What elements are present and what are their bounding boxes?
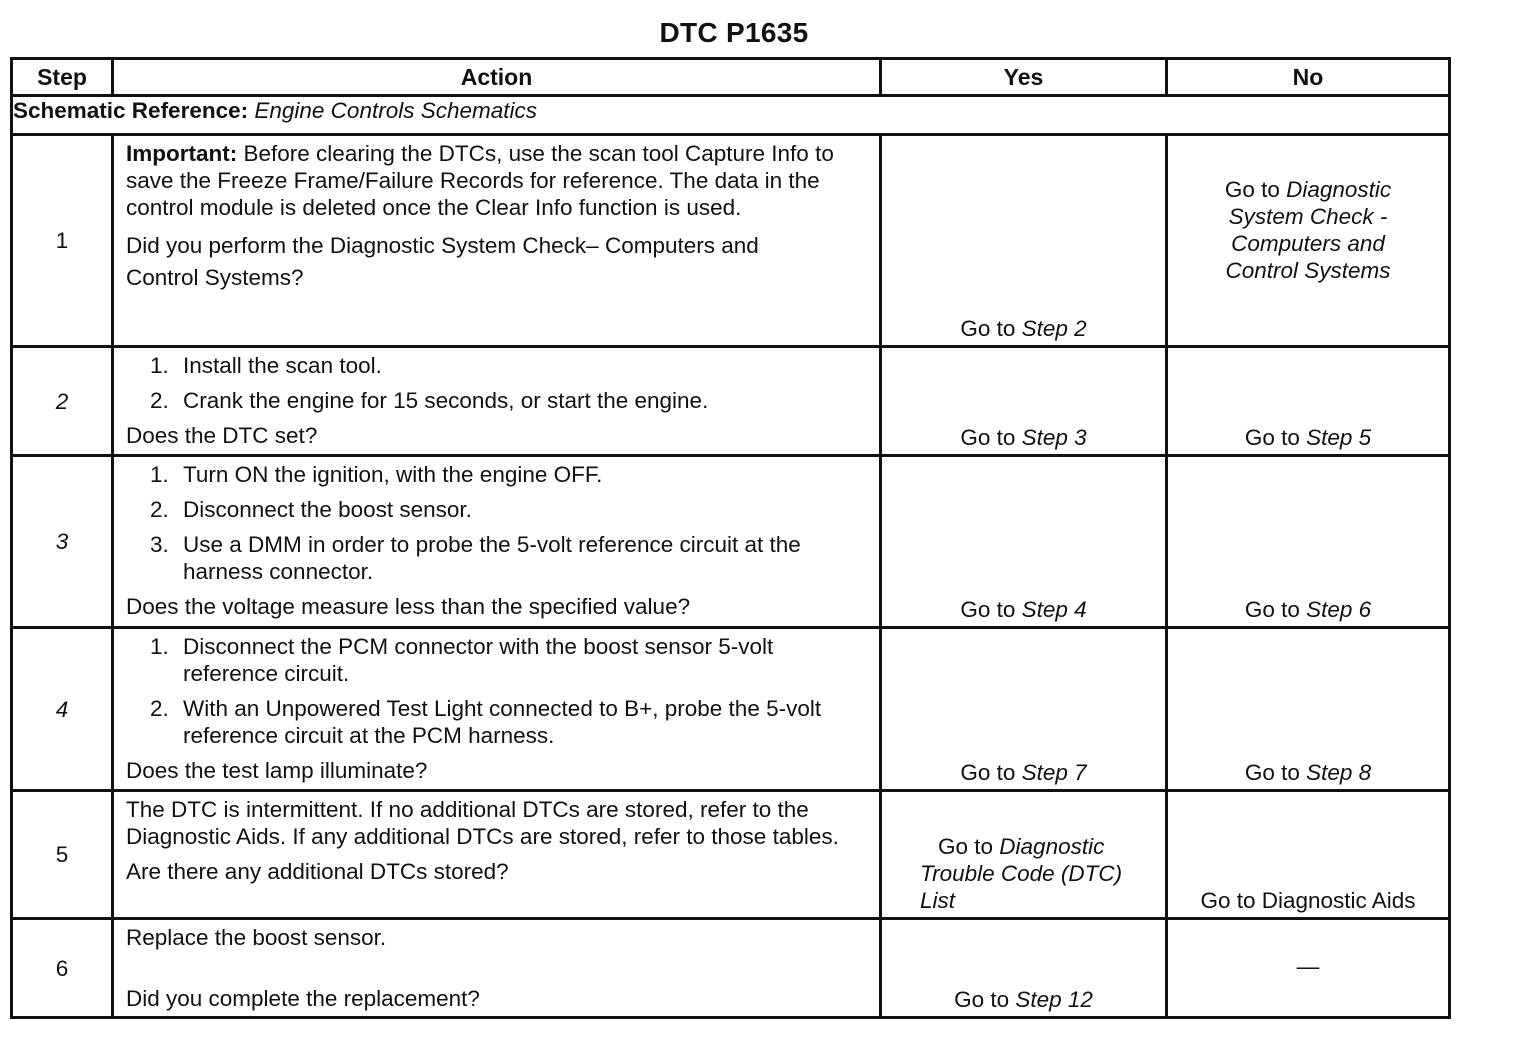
list-item: 2. Disconnect the boost sensor.: [150, 497, 472, 522]
step-number: 6: [12, 919, 113, 1018]
yes-step-link[interactable]: Step 12: [1015, 987, 1093, 1012]
action-cell: [113, 456, 881, 628]
no-cell: [1167, 791, 1450, 919]
no-step-link[interactable]: Step 8: [1306, 760, 1372, 785]
action-text: The DTC is intermittent. If no additional DTCs are stored, refer to the Diagnostic Aids. If any additional DTCs are stored, refer to those tables.: [126, 797, 839, 849]
header-step: Step: [12, 59, 113, 96]
list-item: 2. Crank the engine for 15 seconds, or start the engine.: [150, 388, 709, 413]
yes-step-link[interactable]: Step 7: [1021, 760, 1087, 785]
schematic-reference-label: Schematic Reference:: [13, 98, 249, 123]
header-row: [12, 59, 1450, 96]
table-row: [12, 135, 1450, 347]
step-number: 4: [12, 628, 113, 791]
instruction-list: [126, 633, 867, 749]
no-step-link[interactable]: Step 6: [1306, 597, 1372, 622]
yes-step-link[interactable]: Step 2: [1021, 316, 1087, 341]
no-step-link[interactable]: Step 5: [1306, 425, 1372, 450]
yes-cell: Go to Diagnostic Trouble Code (DTC) List: [881, 791, 1167, 919]
important-text: Before clearing the DTCs, use the scan tool Capture Info to save the Freeze Frame/Failure Records for reference. The data in the control module is deleted once the Clear Info function is used.: [126, 141, 834, 220]
schematic-reference-row: [12, 96, 1450, 135]
action-cell: [113, 135, 881, 347]
yes-cell: Go to Step 7: [881, 628, 1167, 791]
step-number: 2: [12, 347, 113, 456]
list-item: 1. Disconnect the PCM connector with the boost sensor 5-volt reference circuit.: [150, 634, 774, 686]
step-number: 5: [12, 791, 113, 919]
yes-step-link[interactable]: Diagnostic Trouble Code (DTC) List: [920, 834, 1123, 913]
list-item: 1. Turn ON the ignition, with the engine OFF.: [150, 462, 603, 487]
schematic-reference: [12, 96, 1450, 135]
yes-cell: Go to Step 2: [881, 135, 1167, 347]
question: Did you complete the replacement?: [126, 986, 480, 1011]
action-cell: [113, 347, 881, 456]
list-item: 1. Install the scan tool.: [150, 353, 382, 378]
table-row: [12, 347, 1450, 456]
yes-cell: Go to Step 4: [881, 456, 1167, 628]
header-no: No: [1167, 59, 1450, 96]
list-item: 2. With an Unpowered Test Light connected to B+, probe the 5-volt reference circuit at the PCM harness.: [150, 696, 822, 748]
yes-cell: Go to Step 3: [881, 347, 1167, 456]
yes-step-link[interactable]: Step 3: [1021, 425, 1087, 450]
action-cell: [113, 628, 881, 791]
header-action: Action: [113, 59, 881, 96]
table-row: [12, 456, 1450, 628]
dtc-table: [10, 57, 1451, 1019]
list-item: 3. Use a DMM in order to probe the 5-volt reference circuit at the harness connector.: [150, 532, 801, 584]
table-row: [12, 791, 1450, 919]
table-row: [12, 628, 1450, 791]
schematic-reference-link[interactable]: Engine Controls Schematics: [254, 98, 538, 123]
action-text: Replace the boost sensor.: [126, 925, 387, 950]
question: Did you perform the Diagnostic System Check– Computers and Control Systems?: [126, 233, 759, 290]
no-dash: —: [1296, 954, 1320, 979]
question: Does the voltage measure less than the specified value?: [126, 594, 691, 619]
yes-cell: Go to Step 12: [881, 919, 1167, 1018]
no-step-link[interactable]: Diagnostic System Check - Computers and Control Systems: [1225, 177, 1392, 283]
no-cell: [1167, 919, 1450, 1018]
no-step-link[interactable]: Go to Diagnostic Aids: [1200, 888, 1416, 913]
no-cell: Go to Step 5: [1167, 347, 1450, 456]
question: Does the DTC set?: [126, 423, 318, 448]
step-number: 1: [12, 135, 113, 347]
no-cell: Go to Step 6: [1167, 456, 1450, 628]
no-cell: Go to Step 8: [1167, 628, 1450, 791]
page-title: DTC P1635: [659, 17, 809, 48]
no-cell: Go to Diagnostic System Check - Computers and Control Systems: [1167, 135, 1450, 347]
important-label: Important:: [126, 141, 238, 166]
step-number: 3: [12, 456, 113, 628]
question: Are there any additional DTCs stored?: [126, 859, 509, 884]
action-cell: [113, 919, 881, 1018]
instruction-list: [126, 461, 867, 585]
instruction-list: [126, 352, 867, 414]
question: Does the test lamp illuminate?: [126, 758, 428, 783]
action-cell: [113, 791, 881, 919]
table-row: [12, 919, 1450, 1018]
header-yes: Yes: [881, 59, 1167, 96]
yes-step-link[interactable]: Step 4: [1021, 597, 1087, 622]
